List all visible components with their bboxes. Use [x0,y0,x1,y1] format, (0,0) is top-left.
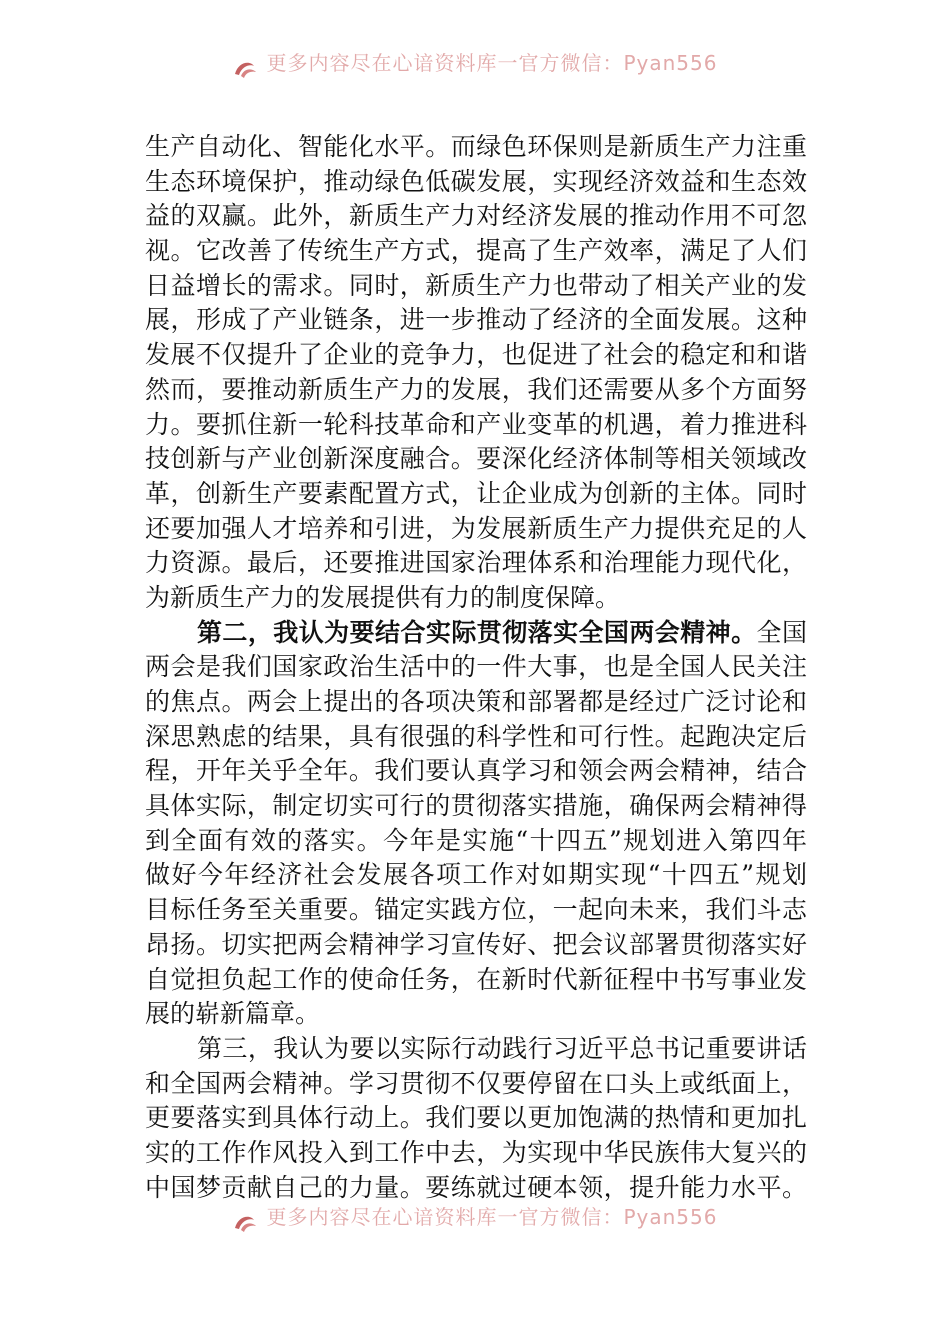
text-line [145,1067,807,1102]
text-line [145,1171,807,1206]
text-line [145,997,807,1032]
line-text: 视。它改善了传统生产方式，提高了生产效率，满足了人们 [145,236,807,266]
text-line [145,824,807,859]
line-text: 具体实际，制定切实可行的贯彻落实措施，确保两会精神得 [145,791,807,821]
text-line [145,616,807,651]
line-text: 全国 [756,617,807,647]
line-text: 为新质生产力的发展提供有力的制度保障。 [145,582,621,612]
text-line [145,130,807,165]
line-text: 生产自动化、智能化水平。而绿色环保则是新质生产力注重 [145,132,807,161]
watermark-text: 更多内容尽在心谙资料库一官方微信：Pyan556 [266,1206,718,1229]
text-line [145,720,807,755]
text-line [145,963,807,998]
text-line [145,581,807,616]
line-text: 目标任务至关重要。锚定实践方位，一起向未来，我们斗志 [145,895,807,925]
line-text: 中国梦贡献自己的力量。要练就过硬本领，提升能力水平。 [145,1172,807,1202]
line-text: 第三，我认为要以实际行动践行习近平总书记重要讲话 [197,1033,807,1063]
line-text: 益的双赢。此外，新质生产力对经济发展的推动作用不可忽 [145,201,807,231]
document-body [145,130,807,1205]
line-text: 两会是我们国家政治生活中的一件大事，也是全国人民关注 [145,652,807,682]
text-line [145,1136,807,1171]
text-line [145,754,807,789]
text-line [145,512,807,547]
text-line [145,893,807,928]
line-text: 自觉担负起工作的使命任务，在新时代新征程中书写事业发 [145,964,807,994]
text-line [145,408,807,443]
text-line [145,789,807,824]
text-line [145,269,807,304]
line-text: 发展不仅提升了企业的竞争力，也促进了社会的稳定和和谐 [145,340,807,370]
text-line [145,858,807,893]
line-text: 还要加强人才培养和引进，为发展新质生产力提供充足的人 [145,513,807,543]
watermark-footer [0,1206,950,1240]
text-line [145,234,807,269]
line-text: 力资源。最后，还要推进国家治理体系和治理能力现代化， [145,548,807,578]
line-text: 日益增长的需求。同时，新质生产力也带动了相关产业的发 [145,270,807,300]
text-line [145,303,807,338]
watermark-text: 更多内容尽在心谙资料库一官方微信：Pyan556 [266,52,718,75]
text-line [145,477,807,512]
line-text: 深思熟虑的结果，具有很强的科学性和可行性。起跑决定后 [145,721,807,751]
text-line [145,199,807,234]
line-text: 力。要抓住新一轮科技革命和产业变革的机遇，着力推进科 [145,409,807,439]
line-text: 革，创新生产要素配置方式，让企业成为创新的主体。同时 [145,478,807,508]
brand-logo-icon [232,58,258,80]
line-text: 程，开年关乎全年。我们要认真学习和领会两会精神，结合 [145,756,807,786]
line-text: 和全国两会精神。学习贯彻不仅要停留在口头上或纸面上， [145,1068,807,1098]
line-text: 展的崭新篇章。 [145,999,321,1029]
line-text: 实的工作作风投入到工作中去，为实现中华民族伟大复兴的 [145,1137,807,1167]
line-text: 生态环境保护，推动绿色低碳发展，实现经济效益和生态效 [145,166,807,196]
line-text: 展，形成了产业链条，进一步推动了经济的全面发展。这种 [145,305,807,335]
text-line [145,338,807,373]
line-text: 的焦点。两会上提出的各项决策和部署都是经过广泛讨论和 [145,687,807,716]
text-line [145,373,807,408]
line-text: 更要落实到具体行动上。我们要以更加饱满的热情和更加扎 [145,1103,807,1133]
text-line [145,442,807,477]
watermark-header [0,52,950,86]
text-line [145,650,807,685]
text-line [145,1101,807,1136]
line-text: 技创新与产业创新深度融合。要深化经济体制等相关领域改 [145,444,807,474]
line-text: 然而，要推动新质生产力的发展，我们还需要从多个方面努 [145,374,807,404]
text-line [145,165,807,200]
line-text: 做好今年经济社会发展各项工作对如期实现“十四五”规划 [145,860,807,890]
brand-logo-icon [232,1212,258,1234]
line-text: 到全面有效的落实。今年是实施“十四五”规划进入第四年 [145,825,807,855]
text-line [145,1032,807,1067]
line-text: 昂扬。切实把两会精神学习宣传好、把会议部署贯彻落实好 [145,929,807,959]
text-line [145,546,807,581]
text-line [145,685,807,720]
bold-heading-text: 第二，我认为要结合实际贯彻落实全国两会精神。 [197,617,757,647]
text-line [145,928,807,963]
